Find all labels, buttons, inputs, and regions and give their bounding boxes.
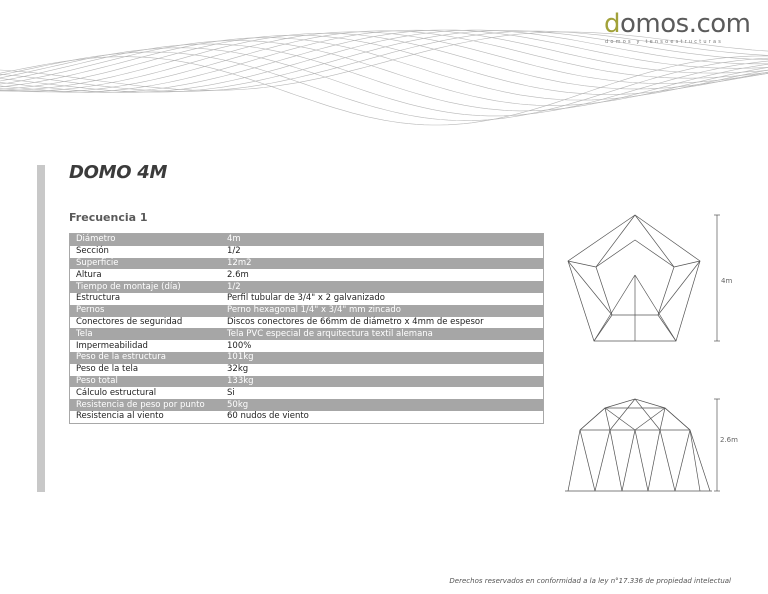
spec-value: Tela PVC especial de arquitectura textil alemana [221, 328, 544, 340]
dome-side-view-drawing [560, 395, 745, 495]
frequency-subtitle: Frecuencia 1 [69, 211, 148, 224]
logo-wordmark [604, 9, 754, 39]
spec-row [70, 399, 544, 411]
height-label: 2.6m [720, 436, 738, 444]
spec-label: Estructura [70, 293, 222, 305]
spec-value: Discos conectores de 66mm de diámetro x 4mm de espesor [221, 317, 544, 329]
spec-value: 100% [221, 340, 544, 352]
spec-value: 60 nudos de viento [221, 411, 544, 423]
spec-value: 101kg [221, 352, 544, 364]
spec-label: Pernos [70, 305, 222, 317]
spec-value: 32kg [221, 364, 544, 376]
spec-label: Cálculo estructural [70, 387, 222, 399]
logo-tagline: domos y tensoestructuras [605, 39, 724, 45]
spec-label: Resistencia de peso por punto [70, 399, 222, 411]
spec-label: Peso de la tela [70, 364, 222, 376]
spec-row [70, 411, 544, 423]
spec-row [70, 234, 544, 246]
spec-row [70, 328, 544, 340]
spec-value: 4m [221, 234, 544, 246]
spec-row [70, 269, 544, 281]
spec-value: Si [221, 387, 544, 399]
spec-row [70, 387, 544, 399]
spec-label: Tiempo de montaje (día) [70, 281, 222, 293]
dome-top-view-drawing [560, 205, 740, 350]
spec-label: Peso total [70, 376, 222, 388]
spec-label: Peso de la estructura [70, 352, 222, 364]
side-outline [568, 399, 710, 491]
pentagon-outline [568, 215, 700, 341]
spec-value: 2.6m [221, 269, 544, 281]
page-title: DOMO 4M [69, 162, 168, 183]
spec-value: 12m2 [221, 258, 544, 270]
logo-rest: omos.com [620, 9, 751, 39]
spec-value: Perfil tubular de 3/4" x 2 galvanizado [221, 293, 544, 305]
spec-row [70, 258, 544, 270]
spec-value: Perno hexagonal 1/4" x 3/4" mm zincado [221, 305, 544, 317]
spec-row [70, 352, 544, 364]
spec-label: Diámetro [70, 234, 222, 246]
spec-label: Altura [70, 269, 222, 281]
spec-row [70, 376, 544, 388]
logo-initial: d [604, 9, 621, 39]
spec-label: Superficie [70, 258, 222, 270]
spec-row [70, 340, 544, 352]
spec-row [70, 293, 544, 305]
spec-row [70, 305, 544, 317]
spec-value: 1/2 [221, 246, 544, 258]
spec-row [70, 364, 544, 376]
sidebar-accent-bar [37, 165, 45, 492]
spec-label: Impermeabilidad [70, 340, 222, 352]
spec-row [70, 246, 544, 258]
spec-table [69, 233, 544, 424]
spec-row [70, 317, 544, 329]
spec-label: Tela [70, 328, 222, 340]
spec-value: 133kg [221, 376, 544, 388]
spec-value: 1/2 [221, 281, 544, 293]
spec-label: Conectores de seguridad [70, 317, 222, 329]
spec-row [70, 281, 544, 293]
diameter-label: 4m [721, 277, 733, 285]
footer-copyright: Derechos reservados en conformidad a la ley n°17.336 de propiedad intelectual [449, 577, 731, 585]
spec-label: Sección [70, 246, 222, 258]
spec-label: Resistencia al viento [70, 411, 222, 423]
spec-value: 50kg [221, 399, 544, 411]
logo[interactable] [604, 9, 754, 45]
